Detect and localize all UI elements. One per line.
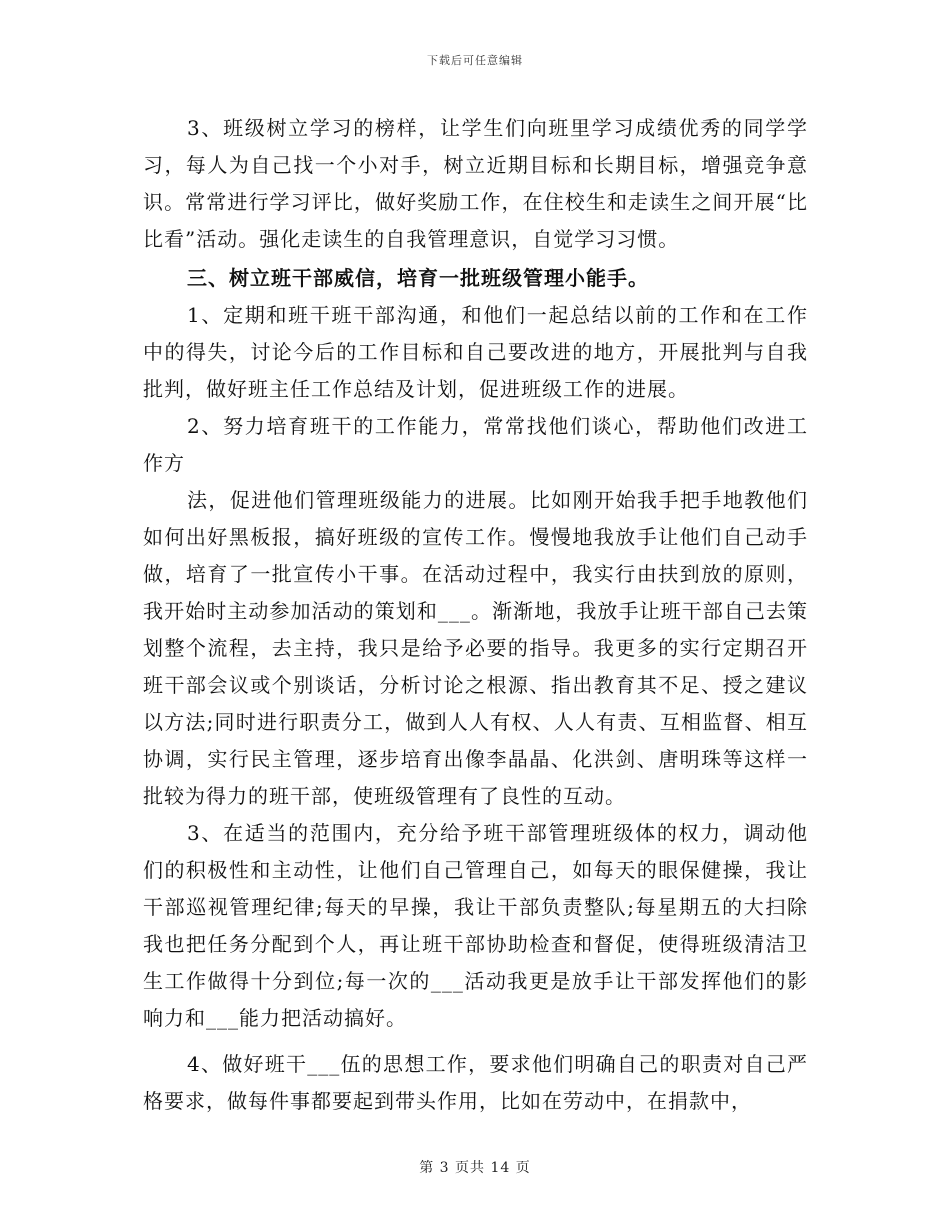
paragraph-training-start: 2、努力培育班干的工作能力，常常找他们谈心，帮助他们改进工作方: [143, 414, 808, 475]
paragraph-study-models: 3、班级树立学习的榜样，让学生们向班里学习成绩优秀的同学学习，每人为自己找一个小对手，树立近期目标和长期目标，增强竞争意识。常常进行学习评比，做好奖励工作，在住校生和走读生之间开展“比比看”活动。强化走读生的自我管理意识，自觉学习习惯。: [143, 116, 808, 251]
paragraph-communication: 1、定期和班干班干部沟通，和他们一起总结以前的工作和在工作中的得失，讨论今后的工作目标和自己要改进的地方，开展批判与自我批判，做好班主任工作总结及计划，促进班级工作的进展。: [143, 303, 808, 401]
document-body: [143, 110, 808, 1120]
page-number: 第 3 页共 14 页: [419, 1160, 531, 1176]
paragraph-training-cont: 法，促进他们管理班级能力的进展。比如刚开始我手把手地教他们如何出好黑板报，搞好班级的宣传工作。慢慢地我放手让他们自己动手做，培育了一批宣传小干事。在活动过程中，我实行由扶到放的原则，我开始时主动参加活动的策划和___。渐渐地，我放手让班干部自己去策划整个流程，去主持，我只是给予必要的指导。我更多的实行定期召开班干部会议或个别谈话，分析讨论之根源、指出教育其不足、授之建议以方法;同时进行职责分工，做到人人有权、人人有责、互相监督、相互协调，实行民主管理，逐步培育出像李晶晶、化洪剑、唐明珠等这样一批较为得力的班干部，使班级管理有了良性的互动。: [143, 488, 808, 808]
paragraph-thinking-work: 4、做好班干___伍的思想工作，要求他们明确自己的职责对自己严格要求，做每件事都要起到带头作用，比如在劳动中，在捐款中，: [143, 1052, 808, 1113]
section-heading-3: 三、树立班干部威信，培育一批班级管理小能手。: [187, 266, 649, 290]
page-header: 下载后可任意编辑: [427, 54, 523, 67]
paragraph-authority: 3、在适当的范围内，充分给予班干部管理班级体的权力，调动他们的积极性和主动性，让他们自己管理自己，如每天的眼保健操，我让干部巡视管理纪律;每天的早操，我让干部负责整队;每星期五的大扫除我也把任务分配到个人，再让班干部协助检查和督促，使得班级清洁卫生工作做得十分到位;每一次的___活动我更是放手让干部发挥他们的影响力和___能力把活动搞好。: [143, 821, 808, 1030]
